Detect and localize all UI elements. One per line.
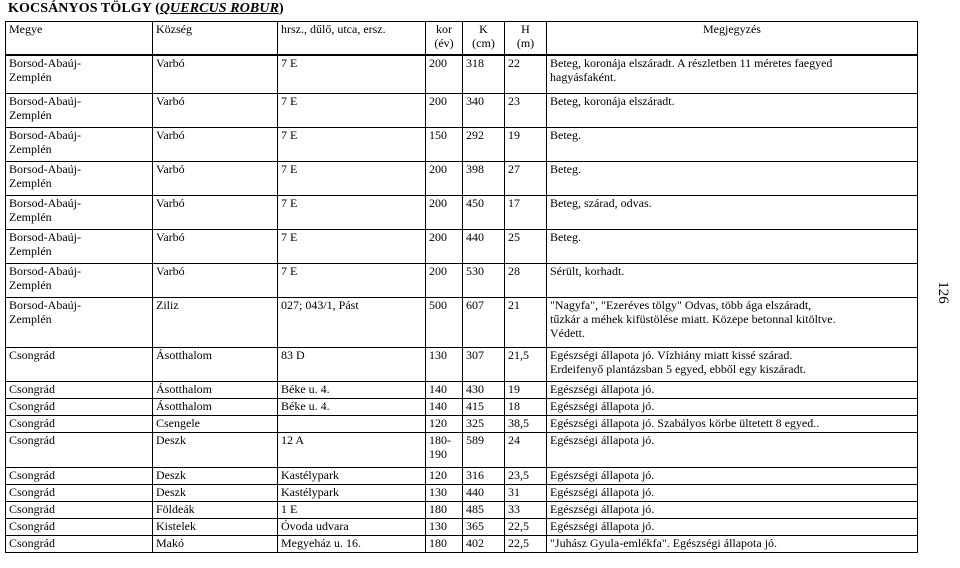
cell-kozseg: Makó — [153, 535, 278, 552]
header-hrsz: hrsz., dűlő, utca, ersz. — [278, 22, 426, 56]
cell-kor: 120 — [426, 415, 463, 432]
cell-hrsz: Kastélypark — [278, 484, 426, 501]
table-row — [6, 432, 918, 467]
cell-h: 18 — [505, 398, 547, 415]
cell-hrsz: 7 E — [278, 263, 426, 297]
cell-kozseg: Földeák — [153, 501, 278, 518]
table-row — [6, 501, 918, 518]
cell-k: 530 — [463, 263, 505, 297]
cell-h: 22 — [505, 55, 547, 93]
cell-k: 415 — [463, 398, 505, 415]
cell-k: 340 — [463, 93, 505, 127]
cell-hrsz: 7 E — [278, 55, 426, 93]
cell-megj: Beteg, szárad, odvas. — [547, 195, 918, 229]
cell-kor: 200 — [426, 195, 463, 229]
cell-megye: Csongrád — [6, 381, 153, 398]
table-row — [6, 55, 918, 93]
cell-megj: Beteg, koronája elszáradt. — [547, 93, 918, 127]
cell-megye: Csongrád — [6, 518, 153, 535]
cell-k: 318 — [463, 55, 505, 93]
cell-kor: 130 — [426, 347, 463, 381]
cell-h: 22,5 — [505, 535, 547, 552]
cell-megj: Sérült, korhadt. — [547, 263, 918, 297]
cell-kor: 180 — [426, 535, 463, 552]
cell-h: 17 — [505, 195, 547, 229]
header-megye: Megye — [6, 22, 153, 56]
table-row — [6, 535, 918, 552]
header-kor: kor (év) — [426, 22, 463, 56]
tree-register-table — [5, 21, 918, 553]
cell-megye: Borsod-Abaúj- Zemplén — [6, 93, 153, 127]
cell-h: 19 — [505, 381, 547, 398]
cell-k: 607 — [463, 297, 505, 347]
cell-kor: 150 — [426, 127, 463, 161]
cell-megj: Egészségi állapota jó. — [547, 484, 918, 501]
cell-h: 22,5 — [505, 518, 547, 535]
cell-k: 440 — [463, 484, 505, 501]
table-row — [6, 347, 918, 381]
table-row — [6, 415, 918, 432]
cell-kor: 130 — [426, 484, 463, 501]
cell-kozseg: Varbó — [153, 93, 278, 127]
cell-megj: Beteg. — [547, 161, 918, 195]
cell-kozseg: Ásotthalom — [153, 398, 278, 415]
cell-megj: Beteg, koronája elszáradt. A részletben 11 méretes faegyed hagyásfaként. — [547, 55, 918, 93]
cell-megye: Csongrád — [6, 347, 153, 381]
cell-hrsz — [278, 415, 426, 432]
cell-hrsz: Kastélypark — [278, 467, 426, 484]
table-body — [6, 55, 918, 552]
cell-k: 589 — [463, 432, 505, 467]
cell-kor: 200 — [426, 229, 463, 263]
cell-hrsz: 7 E — [278, 161, 426, 195]
cell-megj: Egészségi állapota jó. — [547, 398, 918, 415]
cell-megye: Borsod-Abaúj- Zemplén — [6, 127, 153, 161]
table-row — [6, 263, 918, 297]
cell-kozseg: Varbó — [153, 229, 278, 263]
cell-megye: Csongrád — [6, 432, 153, 467]
cell-kozseg: Csengele — [153, 415, 278, 432]
cell-k: 402 — [463, 535, 505, 552]
cell-k: 307 — [463, 347, 505, 381]
cell-megj: Beteg. — [547, 229, 918, 263]
cell-megye: Borsod-Abaúj- Zemplén — [6, 263, 153, 297]
cell-megye: Borsod-Abaúj- Zemplén — [6, 195, 153, 229]
cell-kozseg: Varbó — [153, 55, 278, 93]
table-row — [6, 229, 918, 263]
cell-megj: Egészségi állapota jó. Vízhiány miatt kissé szárad. Erdeifenyő plantázsban 5 egyed, ebből egy kiszáradt. — [547, 347, 918, 381]
cell-megj: Egészségi állapota jó. — [547, 432, 918, 467]
header-k: K (cm) — [463, 22, 505, 56]
cell-megye: Borsod-Abaúj- Zemplén — [6, 229, 153, 263]
cell-kozseg: Varbó — [153, 263, 278, 297]
cell-kozseg: Ásotthalom — [153, 381, 278, 398]
cell-megye: Csongrád — [6, 484, 153, 501]
cell-hrsz: Béke u. 4. — [278, 398, 426, 415]
cell-h: 38,5 — [505, 415, 547, 432]
cell-hrsz: 83 D — [278, 347, 426, 381]
header-h: H (m) — [505, 22, 547, 56]
cell-k: 316 — [463, 467, 505, 484]
cell-megye: Csongrád — [6, 415, 153, 432]
cell-hrsz: 1 E — [278, 501, 426, 518]
cell-megj: Beteg. — [547, 127, 918, 161]
table-row — [6, 195, 918, 229]
cell-k: 365 — [463, 518, 505, 535]
page-title — [8, 1, 284, 17]
cell-k: 430 — [463, 381, 505, 398]
cell-h: 28 — [505, 263, 547, 297]
table-row — [6, 484, 918, 501]
cell-megj: "Juhász Gyula-emlékfa". Egészségi állapota jó. — [547, 535, 918, 552]
cell-h: 21,5 — [505, 347, 547, 381]
table-row — [6, 93, 918, 127]
cell-k: 440 — [463, 229, 505, 263]
cell-megj: Egészségi állapota jó. Szabályos körbe ültetett 8 egyed.. — [547, 415, 918, 432]
cell-hrsz: 7 E — [278, 127, 426, 161]
cell-kor: 200 — [426, 55, 463, 93]
cell-kor: 140 — [426, 398, 463, 415]
page-number: 126 — [934, 281, 951, 304]
cell-k: 485 — [463, 501, 505, 518]
cell-h: 19 — [505, 127, 547, 161]
cell-h: 33 — [505, 501, 547, 518]
cell-kozseg: Ziliz — [153, 297, 278, 347]
cell-hrsz: 7 E — [278, 93, 426, 127]
table-row — [6, 398, 918, 415]
header-kozseg: Község — [153, 22, 278, 56]
cell-h: 23,5 — [505, 467, 547, 484]
table-row — [6, 297, 918, 347]
cell-k: 325 — [463, 415, 505, 432]
cell-kor: 500 — [426, 297, 463, 347]
cell-h: 31 — [505, 484, 547, 501]
cell-h: 21 — [505, 297, 547, 347]
cell-kor: 200 — [426, 161, 463, 195]
cell-k: 450 — [463, 195, 505, 229]
cell-k: 292 — [463, 127, 505, 161]
cell-megj: "Nagyfa", "Ezeréves tölgy" Odvas, több ága elszáradt, tűzkár a méhek kifüstölése miatt. Közepe betonnal kitöltve. Védett. — [547, 297, 918, 347]
cell-hrsz: Megyeház u. 16. — [278, 535, 426, 552]
title-main: KOCSÁNYOS TÖLGY ( — [8, 1, 160, 16]
cell-kozseg: Deszk — [153, 432, 278, 467]
cell-kor: 140 — [426, 381, 463, 398]
cell-k: 398 — [463, 161, 505, 195]
cell-megye: Borsod-Abaúj- Zemplén — [6, 161, 153, 195]
cell-megj: Egészségi állapota jó. — [547, 518, 918, 535]
cell-megj: Egészségi állapota jó. — [547, 381, 918, 398]
cell-hrsz: Béke u. 4. — [278, 381, 426, 398]
cell-kozseg: Deszk — [153, 467, 278, 484]
cell-megye: Csongrád — [6, 501, 153, 518]
title-close: ) — [279, 1, 284, 16]
cell-kozseg: Ásotthalom — [153, 347, 278, 381]
cell-kozseg: Varbó — [153, 195, 278, 229]
table-row — [6, 127, 918, 161]
cell-hrsz: 027; 043/1, Pást — [278, 297, 426, 347]
table-row — [6, 381, 918, 398]
header-megjegyzes: Megjegyzés — [547, 22, 918, 56]
cell-megye: Csongrád — [6, 467, 153, 484]
table-row — [6, 518, 918, 535]
cell-kozseg: Deszk — [153, 484, 278, 501]
cell-kozseg: Varbó — [153, 127, 278, 161]
cell-kor: 200 — [426, 93, 463, 127]
cell-hrsz: 7 E — [278, 229, 426, 263]
table-header-row — [6, 22, 918, 56]
table-row — [6, 161, 918, 195]
cell-h: 24 — [505, 432, 547, 467]
cell-kor: 120 — [426, 467, 463, 484]
title-latin-name: QUERCUS ROBUR — [159, 1, 280, 16]
cell-kozseg: Varbó — [153, 161, 278, 195]
table-row — [6, 467, 918, 484]
cell-megj: Egészségi állapota jó. — [547, 467, 918, 484]
cell-megj: Egészségi állapota jó. — [547, 501, 918, 518]
cell-hrsz: Óvoda udvara — [278, 518, 426, 535]
cell-kor: 180 — [426, 501, 463, 518]
cell-megye: Borsod-Abaúj- Zemplén — [6, 297, 153, 347]
cell-h: 23 — [505, 93, 547, 127]
cell-megye: Csongrád — [6, 535, 153, 552]
cell-h: 25 — [505, 229, 547, 263]
cell-megye: Borsod-Abaúj- Zemplén — [6, 55, 153, 93]
cell-megye: Csongrád — [6, 398, 153, 415]
cell-kor: 130 — [426, 518, 463, 535]
cell-kozseg: Kistelek — [153, 518, 278, 535]
cell-hrsz: 7 E — [278, 195, 426, 229]
cell-h: 27 — [505, 161, 547, 195]
cell-kor: 180- 190 — [426, 432, 463, 467]
cell-hrsz: 12 A — [278, 432, 426, 467]
cell-kor: 200 — [426, 263, 463, 297]
